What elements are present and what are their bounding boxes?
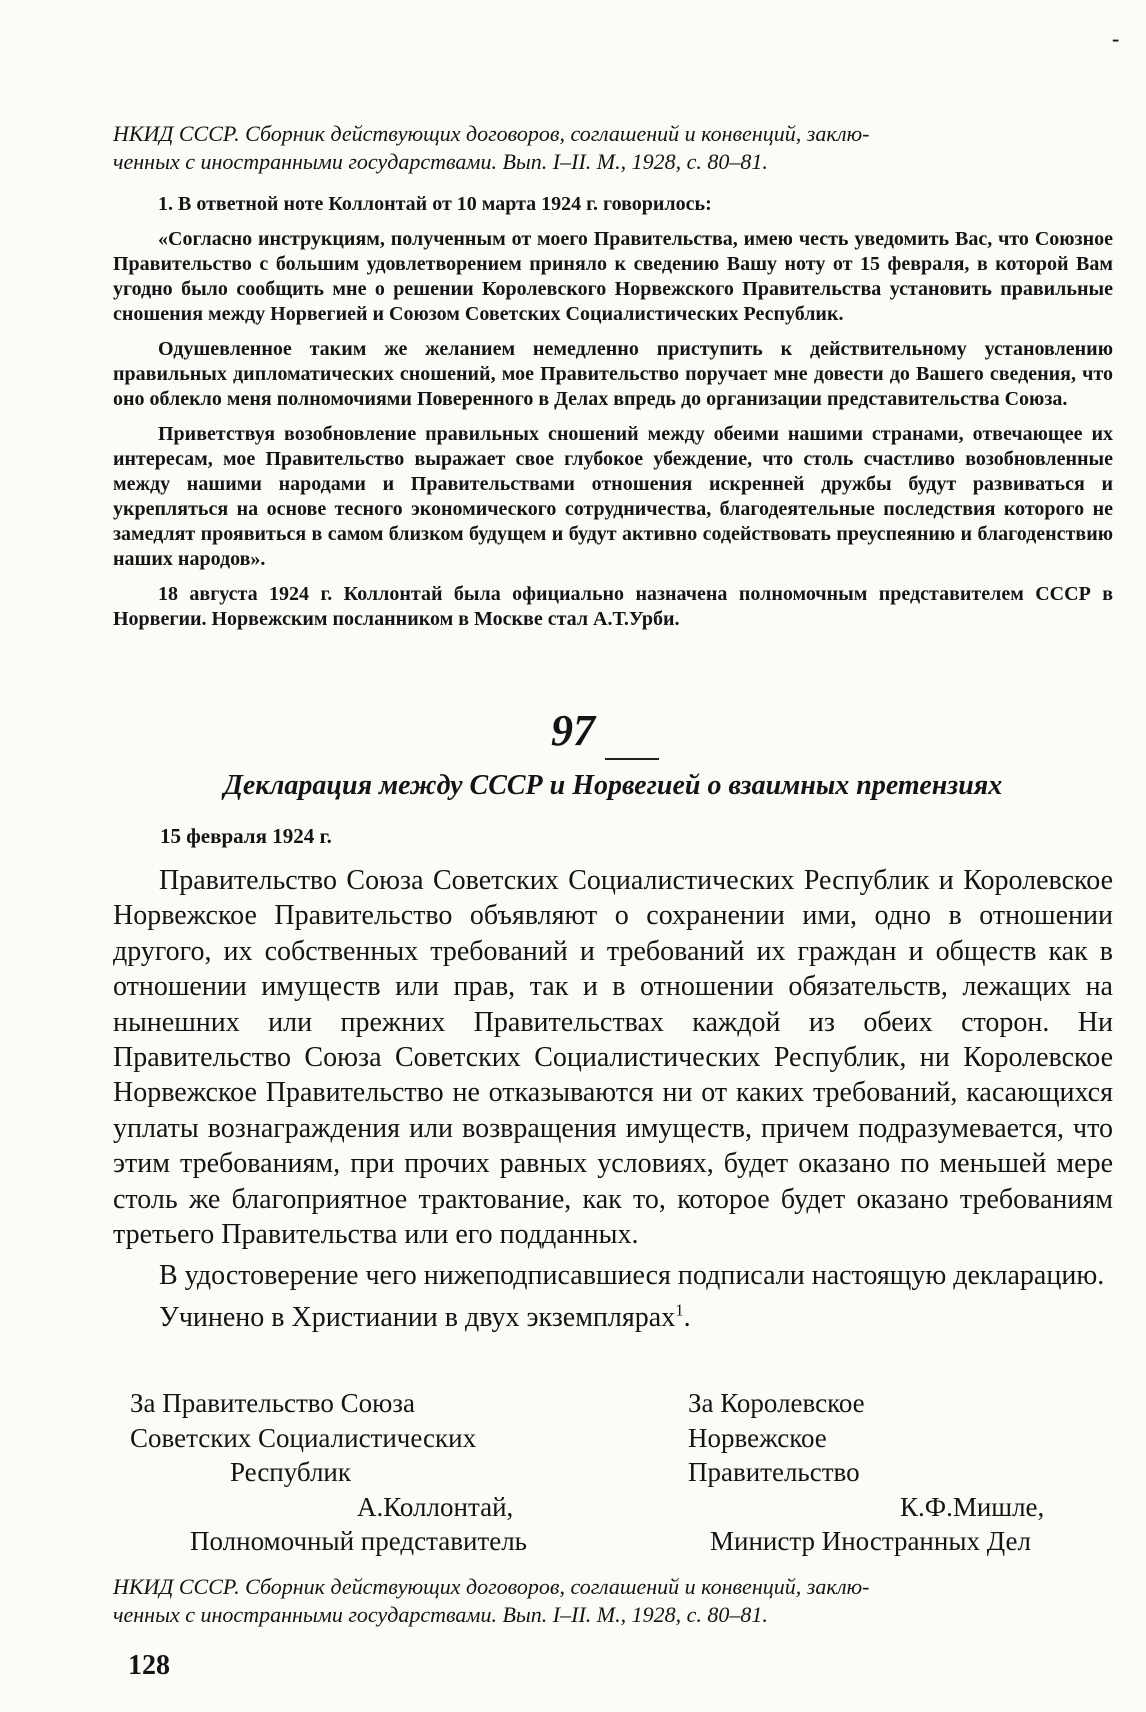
document-number: 97 <box>551 706 595 755</box>
page-number: 128 <box>128 1650 170 1681</box>
source-line: ченных с иностранными государствами. Вып. I–II. М., 1928, с. 80–81. <box>113 1602 768 1627</box>
body-text-end: . <box>683 1301 691 1333</box>
footnote-paragraph: 18 августа 1924 г. Коллонтай была официально назначена полномочным представителем СССР в Норвегии. Норвежским посланником в Москве стал А.Т.Урби. <box>113 583 1113 630</box>
signatory-title: Министр Иностранных Дел <box>710 1526 1031 1556</box>
corner-mark: - <box>1112 26 1120 51</box>
body-paragraph: Правительство Союза Советских Социалистических Республик и Королевское Норвежское Правительство объявляют о сохранении ими, одно в отношении другого, их собственных требований и требований их граждан и обществ как в отношении имуществ или прав, так и в отношении обязательств, лежащих на нынешних или прежних Правительствах каждой из обеих сторон. Ни Правительство Союза Советских Социалистических Республик, ни Королевское Норвежское Правительство не отказываются ни от каких требований, касающихся уплаты вознаграждения или возвращения имуществ, причем подразумевается, что этим требованиям, при прочих равных условиях, будет оказано по меньшей мере столь же благоприятное трактование, как то, которое будет оказано требованиям третьего Правительства или его подданных. <box>113 865 1113 1251</box>
footnote-marker: 1 <box>675 1300 684 1320</box>
source-line: НКИД СССР. Сборник действующих договоров, соглашений и конвенций, заклю- <box>113 121 870 146</box>
document-date: 15 февраля 1924 г. <box>160 824 332 848</box>
source-line: ченных с иностранными государствами. Вып. I–II. М., 1928, с. 80–81. <box>113 149 768 174</box>
signatory-name: А.Коллонтай, <box>357 1491 514 1522</box>
source-citation-top <box>113 120 1113 176</box>
signature-line: За Королевское <box>688 1388 865 1418</box>
signature-line: Советских Социалистических <box>130 1422 477 1453</box>
body-paragraph: В удостоверение чего нижеподписавшиеся подписали настоящую декларацию. <box>159 1260 1105 1292</box>
document-body <box>113 863 1113 1335</box>
signature-line: Правительство <box>688 1457 860 1487</box>
body-text: Учинено в Христиании в двух экземплярах <box>159 1301 676 1333</box>
footnote-block <box>113 192 1113 642</box>
footnote-paragraph: «Согласно инструкциям, полученным от моего Правительства, имею честь уведомить Вас, что Союзное Правительство с большим удовлетворением приняло к сведению Вашу ноту от 15 февраля, в которой Вам угодно было сообщить мне о решении Королевского Норвежского Правительства установить правильные сношения между Норвегией и Союзом Советских Социалистических Республик. <box>113 228 1113 325</box>
signature-line: За Правительство Союза <box>130 1388 415 1418</box>
source-line: НКИД СССР. Сборник действующих договоров, соглашений и конвенций, заклю- <box>113 1574 870 1599</box>
body-paragraph <box>113 1300 1113 1335</box>
number-underline <box>605 758 659 760</box>
signatory-title: Полномочный представитель <box>190 1526 527 1556</box>
source-citation-bottom <box>113 1573 1113 1629</box>
signature-line: Норвежское <box>688 1422 827 1453</box>
signature-block-norway <box>688 1386 1118 1559</box>
footnote-paragraph: Одушевленное таким же желанием немедленно приступить к действительному установлению правильных дипломатических сношений, мое Правительство поручает мне довести до Вашего сведения, что оно облекло меня полномочиями Поверенного в Делах впредь до организации представительства Союза. <box>113 338 1113 410</box>
footnote-paragraph: Приветствуя возобновление правильных сношений между обеими нашими странами, отвечающее их интересам, мое Правительство выражает свое глубокое убеждение, что столь счастливо возобновленные между нашими народами и Правительствами отношения искренней дружбы будут развиваться и укрепляться на основе тесного экономического сотрудничества, благодеятельные последствия которого не замедлят проявиться в самом близком будущем и будут активно содействовать преуспеянию и благоденствию наших народов». <box>113 423 1113 570</box>
document-title: Декларация между СССР и Норвегией о взаимных претензиях <box>223 770 1003 801</box>
signature-line: Республик <box>230 1457 351 1487</box>
footnote-paragraph: 1. В ответной ноте Коллонтай от 10 марта 1924 г. говорилось: <box>158 193 712 215</box>
signature-block-ussr <box>130 1386 630 1559</box>
signatory-name: К.Ф.Мишле, <box>900 1491 1045 1522</box>
